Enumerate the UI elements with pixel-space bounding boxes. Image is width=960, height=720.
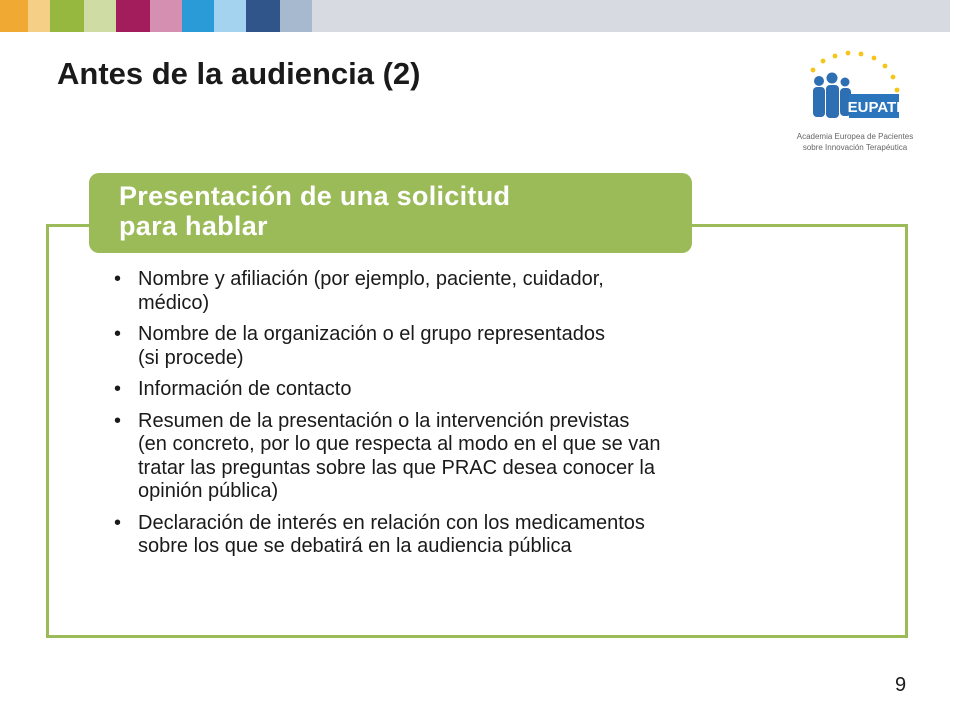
list-item — [110, 378, 870, 402]
list-item-line: Nombre y afiliación (por ejemplo, paciente, cuidador, — [138, 268, 604, 290]
color-bar-segment — [84, 0, 116, 32]
color-bar-segment — [0, 0, 28, 32]
section-title-line: Presentación de una solicitud — [119, 181, 511, 211]
logo-subtitle — [760, 131, 950, 153]
color-bar-segment — [246, 0, 280, 32]
color-bar-segment — [312, 0, 950, 32]
list-item — [110, 410, 870, 504]
header-color-bar — [0, 0, 960, 32]
bullet-list — [110, 268, 870, 567]
eupati-logo-icon — [785, 48, 925, 128]
logo-subtitle-line: sobre Innovación Terapéutica — [802, 143, 908, 152]
bullet-icon: • — [114, 511, 122, 534]
logo-subtitle-line: Academia Europea de Pacientes — [796, 132, 914, 141]
people-icon — [813, 73, 851, 119]
list-item-line: Información de contacto — [138, 378, 352, 400]
color-bar-segment — [28, 0, 50, 32]
list-item-line: (si procede) — [138, 346, 244, 369]
color-bar-segment — [116, 0, 150, 32]
slide-title: Antes de la audiencia (2) — [57, 56, 421, 91]
color-bar-segment — [182, 0, 214, 32]
list-item-line: Declaración de interés en relación con los medicamentos — [138, 511, 645, 534]
section-title-line: para hablar — [119, 211, 268, 241]
list-item-line: médico) — [138, 291, 210, 314]
eupati-logo — [760, 48, 950, 158]
list-item-line: opinión pública) — [138, 480, 279, 502]
list-item-line: (en concreto, por lo que respecta al modo en el que se van — [138, 433, 661, 455]
color-bar-segment — [150, 0, 182, 32]
list-item-line: Resumen de la presentación o la intervención previstas — [138, 409, 630, 432]
color-bar-segment — [50, 0, 84, 32]
page-number: 9 — [895, 674, 907, 696]
bullet-icon: • — [114, 323, 122, 345]
bullet-icon: • — [114, 268, 122, 290]
list-item — [110, 323, 870, 370]
list-item-line: sobre los que se debatirá en la audiencia pública — [138, 535, 572, 557]
list-item-line: Nombre de la organización o el grupo representados — [138, 323, 605, 345]
bullet-icon: • — [114, 409, 122, 432]
color-bar-segment — [280, 0, 312, 32]
section-title — [119, 181, 692, 241]
section-header-tab — [89, 173, 692, 253]
list-item — [110, 268, 870, 315]
list-item-line: tratar las preguntas sobre las que PRAC desea conocer la — [138, 456, 655, 479]
color-bar-segment — [214, 0, 246, 32]
bullet-icon: • — [114, 378, 122, 400]
logo-wordmark: EUPATI — [847, 99, 901, 116]
list-item — [110, 512, 870, 559]
